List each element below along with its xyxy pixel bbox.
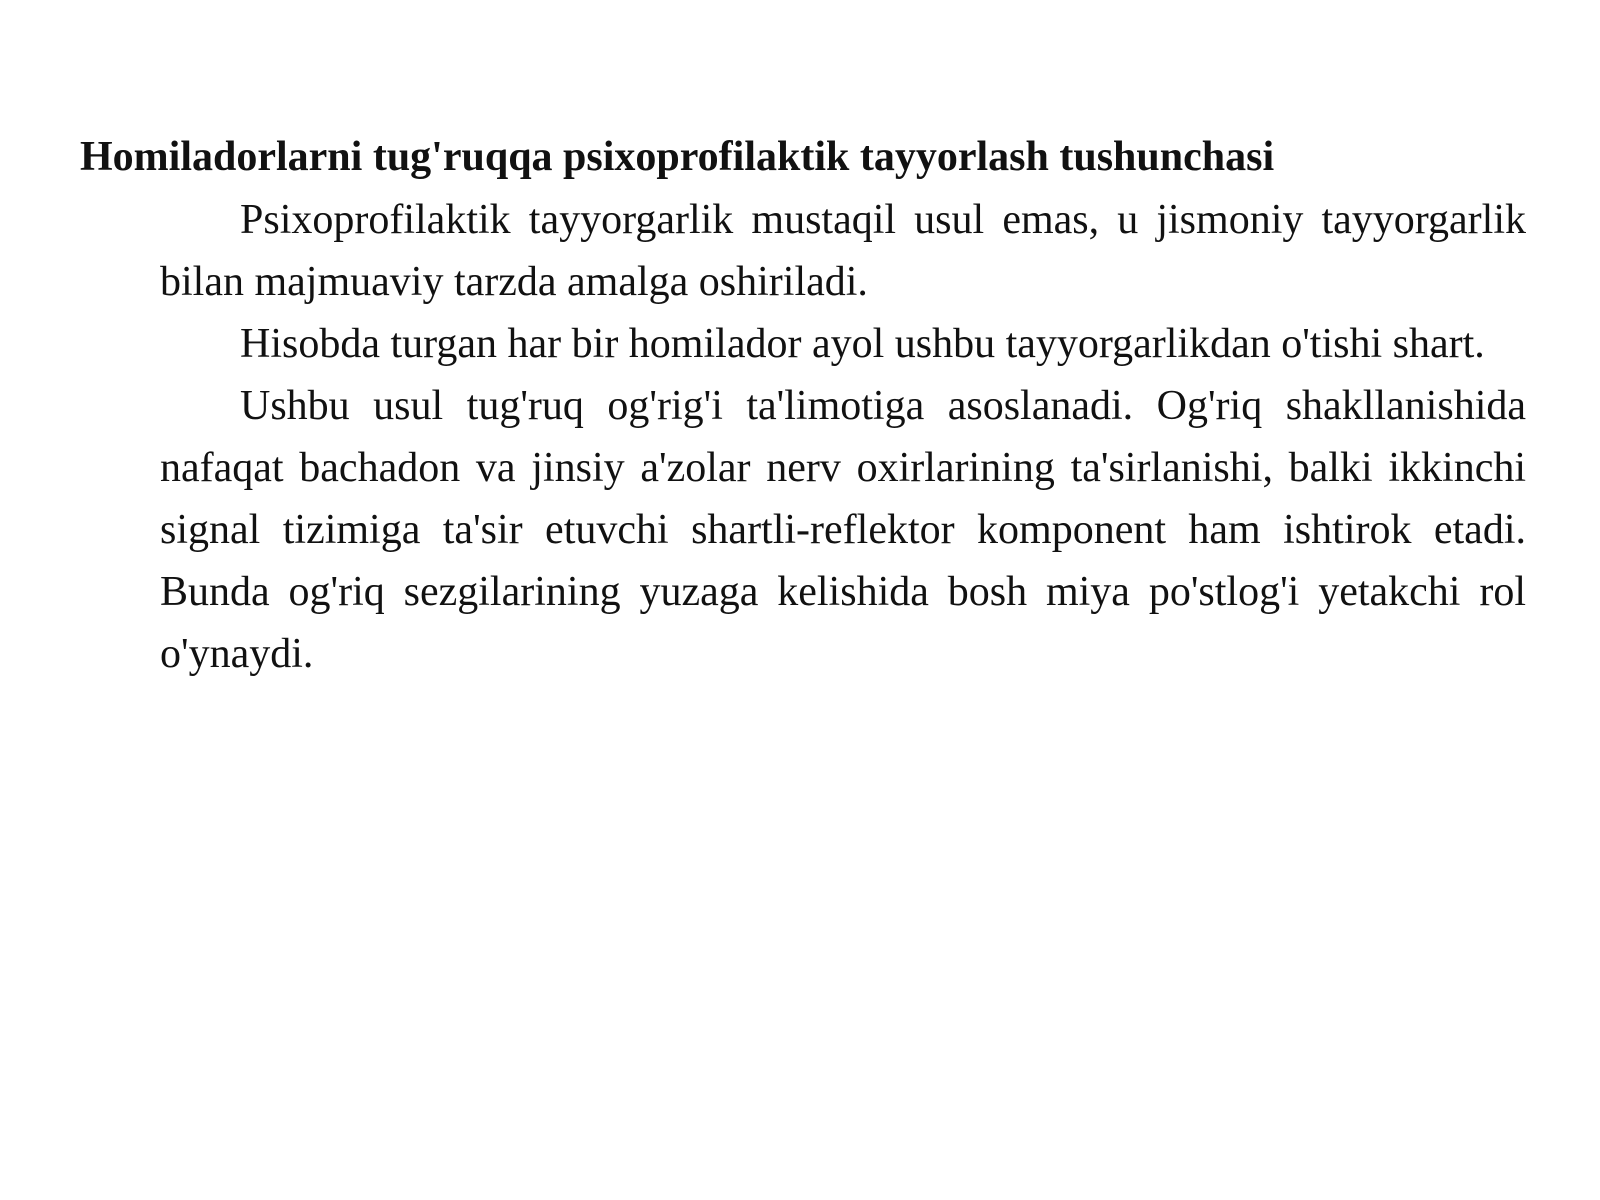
paragraph: Ushbu usul tug'ruq og'rig'i ta'limotiga asoslanadi. Og'riq shakllanishida nafaqat bachadon va jinsiy a'zolar nerv oxirlarining ta'sirlanishi, balki ikkinchi signal tizimiga ta'sir etuvchi shartli-reflektor komponent ham ishtirok etadi. Bunda og'riq sezgilarining yuzaga kelishida bosh miya po'stlog'i yetakchi rol o'ynaydi. (160, 383, 1526, 677)
paragraph: Hisobda turgan har bir homilador ayol ushbu tayyorgarlikdan o'tishi shart. (240, 321, 1485, 367)
paragraph: Psixoprofilaktik tayyorgarlik mustaqil usul emas, u jismoniy tayyorgarlik bilan majmuaviy tarzda amalga oshiriladi. (160, 197, 1526, 305)
body-text (160, 189, 1526, 685)
page-title: Homiladorlarni tug'ruqqa psixoprofilaktik tayyorlash tushunchasi (80, 134, 1275, 180)
